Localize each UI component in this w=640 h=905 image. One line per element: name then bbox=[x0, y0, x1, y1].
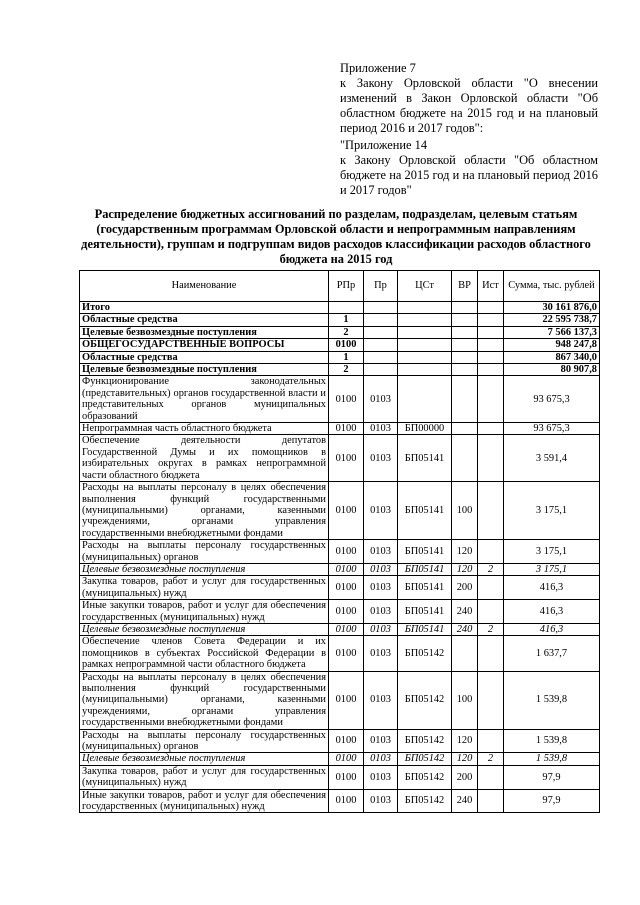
header-cst: ЦСт bbox=[398, 271, 452, 302]
cell-pr: 0103 bbox=[364, 540, 398, 564]
table-row bbox=[80, 435, 600, 482]
cell-vr: 200 bbox=[452, 765, 478, 789]
cell-sum: 7 566 137,3 bbox=[504, 326, 600, 338]
cell-vr bbox=[452, 636, 478, 671]
cell-cst: БП05142 bbox=[398, 729, 452, 753]
cell-vr: 100 bbox=[452, 482, 478, 540]
cell-pr: 0103 bbox=[364, 789, 398, 813]
cell-vr bbox=[452, 351, 478, 363]
cell-sum: 3 175,1 bbox=[504, 563, 600, 575]
table-row bbox=[80, 636, 600, 671]
cell-rpr: 0100 bbox=[329, 789, 364, 813]
cell-rpr: 0100 bbox=[329, 765, 364, 789]
cell-rpr: 2 bbox=[329, 364, 364, 376]
cell-sum: 97,9 bbox=[504, 765, 600, 789]
cell-cst bbox=[398, 364, 452, 376]
annex-7-heading: Приложение 7 bbox=[340, 61, 416, 75]
cell-rpr: 1 bbox=[329, 351, 364, 363]
cell-cst bbox=[398, 376, 452, 423]
cell-vr bbox=[452, 326, 478, 338]
cell-rpr: 0100 bbox=[329, 753, 364, 765]
cell-vr bbox=[452, 314, 478, 326]
cell-pr: 0103 bbox=[364, 753, 398, 765]
cell-rpr: 0100 bbox=[329, 600, 364, 624]
cell-rpr: 0100 bbox=[329, 576, 364, 600]
cell-ist bbox=[478, 671, 504, 729]
cell-pr bbox=[364, 364, 398, 376]
cell-name: Иные закупки товаров, работ и услуг для обеспечения государственных (муниципальных) нужд bbox=[80, 600, 329, 624]
cell-ist bbox=[478, 540, 504, 564]
cell-pr bbox=[364, 351, 398, 363]
cell-pr: 0103 bbox=[364, 765, 398, 789]
cell-ist: 2 bbox=[478, 753, 504, 765]
table-row bbox=[80, 540, 600, 564]
cell-cst: БП05142 bbox=[398, 765, 452, 789]
cell-ist bbox=[478, 326, 504, 338]
cell-sum: 97,9 bbox=[504, 789, 600, 813]
cell-vr bbox=[452, 376, 478, 423]
table-row bbox=[80, 339, 600, 351]
cell-vr: 240 bbox=[452, 789, 478, 813]
table-row bbox=[80, 482, 600, 540]
cell-name: Иные закупки товаров, работ и услуг для обеспечения государственных (муниципальных) нужд bbox=[80, 789, 329, 813]
header-ist: Ист bbox=[478, 271, 504, 302]
cell-pr: 0103 bbox=[364, 376, 398, 423]
budget-table-wrapper bbox=[79, 270, 600, 813]
cell-cst: БП00000 bbox=[398, 423, 452, 435]
cell-sum: 867 340,0 bbox=[504, 351, 600, 363]
cell-name: Целевые безвозмездные поступления bbox=[80, 563, 329, 575]
cell-pr: 0103 bbox=[364, 623, 398, 635]
cell-sum: 948 247,8 bbox=[504, 339, 600, 351]
cell-ist bbox=[478, 423, 504, 435]
cell-name: Закупка товаров, работ и услуг для государственных (муниципальных) нужд bbox=[80, 765, 329, 789]
cell-rpr: 0100 bbox=[329, 376, 364, 423]
annex-7-reference bbox=[340, 61, 598, 136]
cell-ist bbox=[478, 600, 504, 624]
cell-pr: 0103 bbox=[364, 671, 398, 729]
cell-name: Целевые безвозмездные поступления bbox=[80, 326, 329, 338]
table-row bbox=[80, 351, 600, 363]
cell-cst: БП05141 bbox=[398, 482, 452, 540]
cell-pr: 0103 bbox=[364, 576, 398, 600]
cell-sum: 1 637,7 bbox=[504, 636, 600, 671]
table-row bbox=[80, 623, 600, 635]
cell-ist bbox=[478, 351, 504, 363]
cell-ist bbox=[478, 314, 504, 326]
table-row bbox=[80, 314, 600, 326]
cell-pr: 0103 bbox=[364, 563, 398, 575]
cell-rpr: 0100 bbox=[329, 482, 364, 540]
table-body bbox=[80, 302, 600, 813]
cell-rpr: 0100 bbox=[329, 623, 364, 635]
cell-name: Непрограммная часть областного бюджета bbox=[80, 423, 329, 435]
table-row bbox=[80, 753, 600, 765]
cell-name: Целевые безвозмездные поступления bbox=[80, 623, 329, 635]
table-row bbox=[80, 326, 600, 338]
cell-name: Итого bbox=[80, 302, 329, 314]
cell-name: Расходы на выплаты персоналу государственных (муниципальных) органов bbox=[80, 729, 329, 753]
cell-ist bbox=[478, 364, 504, 376]
budget-table bbox=[79, 270, 600, 813]
cell-pr: 0103 bbox=[364, 636, 398, 671]
table-row bbox=[80, 423, 600, 435]
cell-ist bbox=[478, 789, 504, 813]
cell-vr: 200 bbox=[452, 576, 478, 600]
cell-name: Областные средства bbox=[80, 314, 329, 326]
table-row bbox=[80, 789, 600, 813]
cell-vr: 100 bbox=[452, 671, 478, 729]
cell-ist: 2 bbox=[478, 563, 504, 575]
cell-name: Расходы на выплаты персоналу в целях обеспечения выполнения функций государственными (муниципальными) органами, казенными учреждениями, органами управления государственными внебюджетными фондами bbox=[80, 671, 329, 729]
cell-cst bbox=[398, 339, 452, 351]
cell-rpr: 0100 bbox=[329, 563, 364, 575]
cell-ist bbox=[478, 435, 504, 482]
cell-cst: БП05141 bbox=[398, 576, 452, 600]
cell-cst: БП05141 bbox=[398, 600, 452, 624]
cell-rpr: 2 bbox=[329, 326, 364, 338]
cell-ist bbox=[478, 765, 504, 789]
table-row bbox=[80, 302, 600, 314]
cell-vr: 120 bbox=[452, 563, 478, 575]
cell-ist bbox=[478, 376, 504, 423]
cell-pr: 0103 bbox=[364, 423, 398, 435]
cell-sum: 3 175,1 bbox=[504, 482, 600, 540]
cell-ist bbox=[478, 576, 504, 600]
table-row bbox=[80, 729, 600, 753]
cell-ist bbox=[478, 339, 504, 351]
cell-rpr: 0100 bbox=[329, 636, 364, 671]
cell-sum: 30 161 876,0 bbox=[504, 302, 600, 314]
cell-pr: 0103 bbox=[364, 482, 398, 540]
cell-ist bbox=[478, 302, 504, 314]
cell-name: Областные средства bbox=[80, 351, 329, 363]
cell-name: Расходы на выплаты персоналу в целях обеспечения выполнения функций государственными (муниципальными) органами, казенными учреждениями, органами управления государственными внебюджетными фондами bbox=[80, 482, 329, 540]
cell-name: Целевые безвозмездные поступления bbox=[80, 753, 329, 765]
cell-name: Целевые безвозмездные поступления bbox=[80, 364, 329, 376]
cell-rpr: 0100 bbox=[329, 671, 364, 729]
cell-ist bbox=[478, 482, 504, 540]
cell-cst: БП05141 bbox=[398, 623, 452, 635]
cell-rpr: 0100 bbox=[329, 423, 364, 435]
cell-sum: 1 539,8 bbox=[504, 753, 600, 765]
table-row bbox=[80, 600, 600, 624]
cell-sum: 1 539,8 bbox=[504, 671, 600, 729]
cell-ist: 2 bbox=[478, 623, 504, 635]
cell-pr: 0103 bbox=[364, 435, 398, 482]
cell-vr: 240 bbox=[452, 600, 478, 624]
table-row bbox=[80, 376, 600, 423]
table-row bbox=[80, 671, 600, 729]
cell-vr bbox=[452, 423, 478, 435]
cell-rpr bbox=[329, 302, 364, 314]
cell-pr bbox=[364, 302, 398, 314]
table-row bbox=[80, 563, 600, 575]
cell-vr bbox=[452, 364, 478, 376]
cell-rpr: 0100 bbox=[329, 729, 364, 753]
table-row bbox=[80, 576, 600, 600]
table-row bbox=[80, 765, 600, 789]
cell-sum: 3 591,4 bbox=[504, 435, 600, 482]
cell-rpr: 0100 bbox=[329, 540, 364, 564]
cell-name: ОБЩЕГОСУДАРСТВЕННЫЕ ВОПРОСЫ bbox=[80, 339, 329, 351]
cell-cst: БП05141 bbox=[398, 435, 452, 482]
cell-pr bbox=[364, 339, 398, 351]
annex-7-text: к Закону Орловской области "О внесении изменений в Закон Орловской области "Об областном бюджете на 2015 год и на плановый период 2016 и 2017 годов": bbox=[340, 76, 598, 135]
header-pr: Пр bbox=[364, 271, 398, 302]
cell-sum: 93 675,3 bbox=[504, 376, 600, 423]
cell-cst bbox=[398, 351, 452, 363]
cell-vr: 240 bbox=[452, 623, 478, 635]
document-title: Распределение бюджетных ассигнований по разделам, подразделам, целевым статьям (государственным программам Орловской области и непрограммным направлениям деятельности), группам и подгруппам видов расходов классификации расходов областного бюджета на 2015 год bbox=[81, 207, 591, 266]
cell-sum: 416,3 bbox=[504, 600, 600, 624]
header-sum: Сумма, тыс. рублей bbox=[504, 271, 600, 302]
cell-sum: 80 907,8 bbox=[504, 364, 600, 376]
cell-pr: 0103 bbox=[364, 729, 398, 753]
cell-vr: 120 bbox=[452, 729, 478, 753]
cell-sum: 416,3 bbox=[504, 623, 600, 635]
cell-ist bbox=[478, 636, 504, 671]
cell-cst bbox=[398, 326, 452, 338]
cell-vr bbox=[452, 435, 478, 482]
cell-pr: 0103 bbox=[364, 600, 398, 624]
cell-cst: БП05141 bbox=[398, 563, 452, 575]
cell-rpr: 1 bbox=[329, 314, 364, 326]
cell-rpr: 0100 bbox=[329, 435, 364, 482]
cell-vr bbox=[452, 302, 478, 314]
annex-14-heading: "Приложение 14 bbox=[340, 138, 428, 152]
cell-pr bbox=[364, 326, 398, 338]
cell-name: Обеспечение деятельности депутатов Государственной Думы и их помощников в избирательных округах в рамках непрограммной части областного бюджета bbox=[80, 435, 329, 482]
cell-cst bbox=[398, 302, 452, 314]
cell-pr bbox=[364, 314, 398, 326]
cell-vr bbox=[452, 339, 478, 351]
header-rpr: РПр bbox=[329, 271, 364, 302]
cell-sum: 416,3 bbox=[504, 576, 600, 600]
cell-sum: 1 539,8 bbox=[504, 729, 600, 753]
table-header-row bbox=[80, 271, 600, 302]
annex-14-reference bbox=[340, 138, 598, 198]
cell-vr: 120 bbox=[452, 540, 478, 564]
cell-cst: БП05142 bbox=[398, 636, 452, 671]
cell-cst bbox=[398, 314, 452, 326]
cell-ist bbox=[478, 729, 504, 753]
cell-sum: 22 595 738,7 bbox=[504, 314, 600, 326]
cell-cst: БП05142 bbox=[398, 671, 452, 729]
cell-name: Обеспечение членов Совета Федерации и их помощников в субъектах Российской Федерации в рамках непрограммной части областного бюджета bbox=[80, 636, 329, 671]
cell-cst: БП05141 bbox=[398, 540, 452, 564]
cell-name: Расходы на выплаты персоналу государственных (муниципальных) органов bbox=[80, 540, 329, 564]
annex-14-text: к Закону Орловской области "Об областном бюджете на 2015 год и на плановый период 2016 и 2017 годов" bbox=[340, 153, 598, 197]
header-vr: ВР bbox=[452, 271, 478, 302]
cell-vr: 120 bbox=[452, 753, 478, 765]
cell-name: Закупка товаров, работ и услуг для государственных (муниципальных) нужд bbox=[80, 576, 329, 600]
cell-cst: БП05142 bbox=[398, 753, 452, 765]
cell-cst: БП05142 bbox=[398, 789, 452, 813]
header-name: Наименование bbox=[80, 271, 329, 302]
table-row bbox=[80, 364, 600, 376]
cell-name: Функционирование законодательных (представительных) органов государственной власти и представительных органов муниципальных образований bbox=[80, 376, 329, 423]
cell-sum: 3 175,1 bbox=[504, 540, 600, 564]
cell-rpr: 0100 bbox=[329, 339, 364, 351]
cell-sum: 93 675,3 bbox=[504, 423, 600, 435]
